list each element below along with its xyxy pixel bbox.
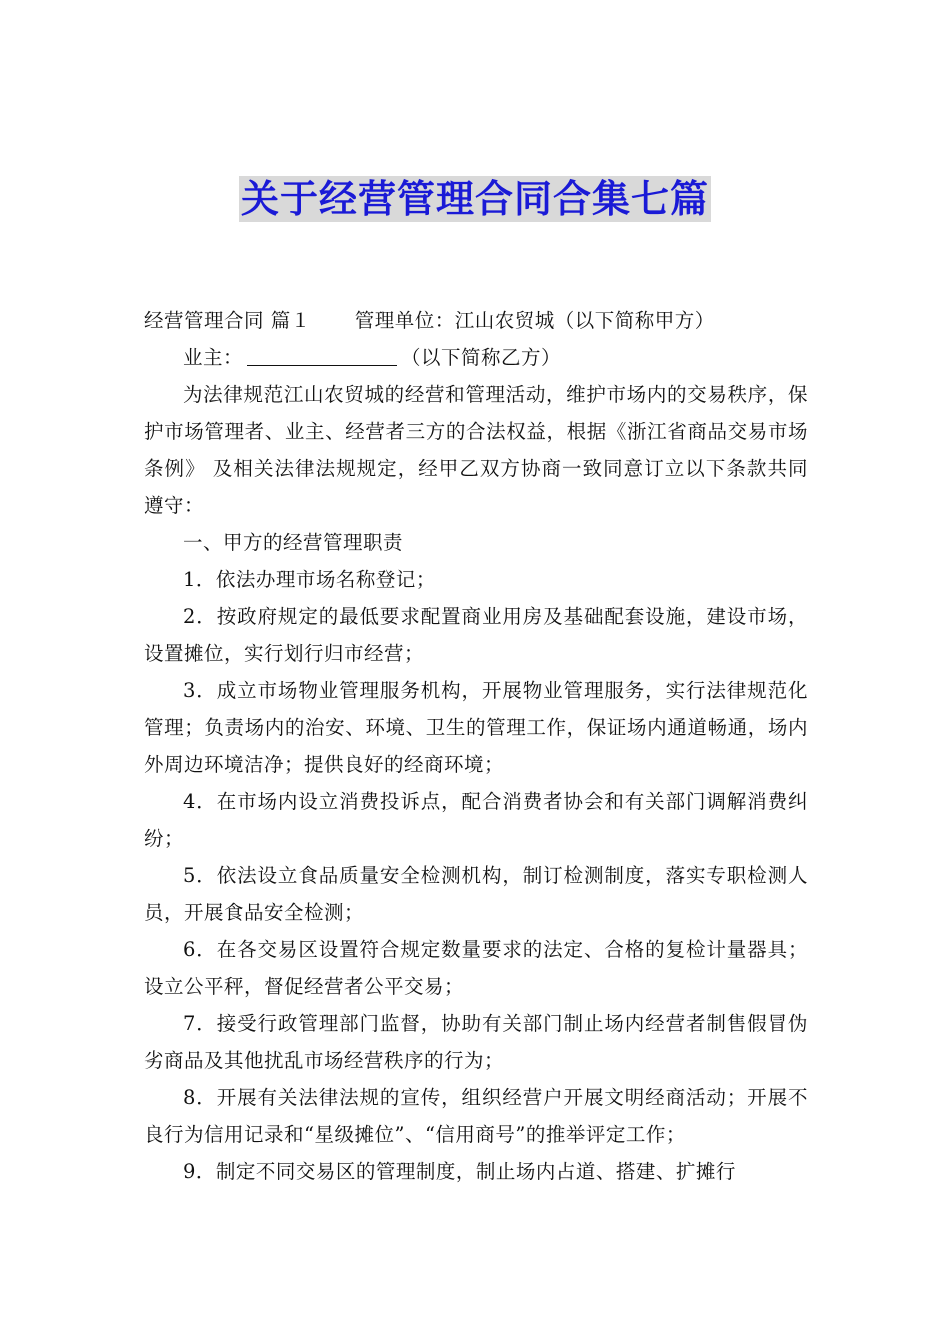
document-title: 关于经营管理合同合集七篇 (240, 177, 709, 221)
clause-item: 6．在各交易区设置符合规定数量要求的法定、合格的复检计量器具；设立公平秤，督促经营者公平交易； (144, 938, 808, 998)
clause-item: 8．开展有关法律法规的宣传，组织经营户开展文明经商活动；开展不良行为信用记录和“星级摊位”、“信用商号”的推举评定工作； (144, 1086, 808, 1146)
owner-prefix: 业主： (183, 346, 244, 369)
document-body (144, 302, 808, 1190)
section-heading: 一、甲方的经营管理职责 (183, 531, 404, 554)
owner-suffix: （以下简称乙方） (401, 346, 562, 369)
part-label: 经营管理合同 篇１ (144, 309, 311, 332)
clause-item: 1．依法办理市场名称登记； (183, 568, 436, 591)
clause-item: 3．成立市场物业管理服务机构，开展物业管理服务，实行法律规范化管理；负责场内的治安、环境、卫生的管理工作，保证场内通道畅通，场内外周边环境洁净；提供良好的经商环境； (144, 679, 808, 776)
title-container (0, 176, 950, 222)
intro-line (144, 302, 808, 339)
clause-item: 4．在市场内设立消费投诉点，配合消费者协会和有关部门调解消费纠纷； (144, 790, 808, 850)
clause-item: 7．接受行政管理部门监督，协助有关部门制止场内经营者制售假冒伪劣商品及其他扰乱市场经营秩序的行为； (144, 1012, 808, 1072)
clause-item: 9．制定不同交易区的管理制度，制止场内占道、搭建、扩摊行 (183, 1160, 736, 1183)
manager-line: 管理单位：江山农贸城（以下简称甲方） (354, 309, 715, 332)
owner-blank-line (247, 343, 397, 366)
owner-line (144, 339, 808, 376)
paragraph-preamble: 为法律规范江山农贸城的经营和管理活动，维护市场内的交易秩序，保护市场管理者、业主、经营者三方的合法权益，根据《浙江省商品交易市场条例》 及相关法律法规规定，经甲乙双方协商一致同意订立以下条款共同遵守： (144, 383, 808, 517)
clause-item: 5．依法设立食品质量安全检测机构，制订检测制度，落实专职检测人员，开展食品安全检测； (144, 864, 808, 924)
clause-item: 2．按政府规定的最低要求配置商业用房及基础配套设施，建设市场，设置摊位，实行划行归市经营； (144, 605, 808, 665)
